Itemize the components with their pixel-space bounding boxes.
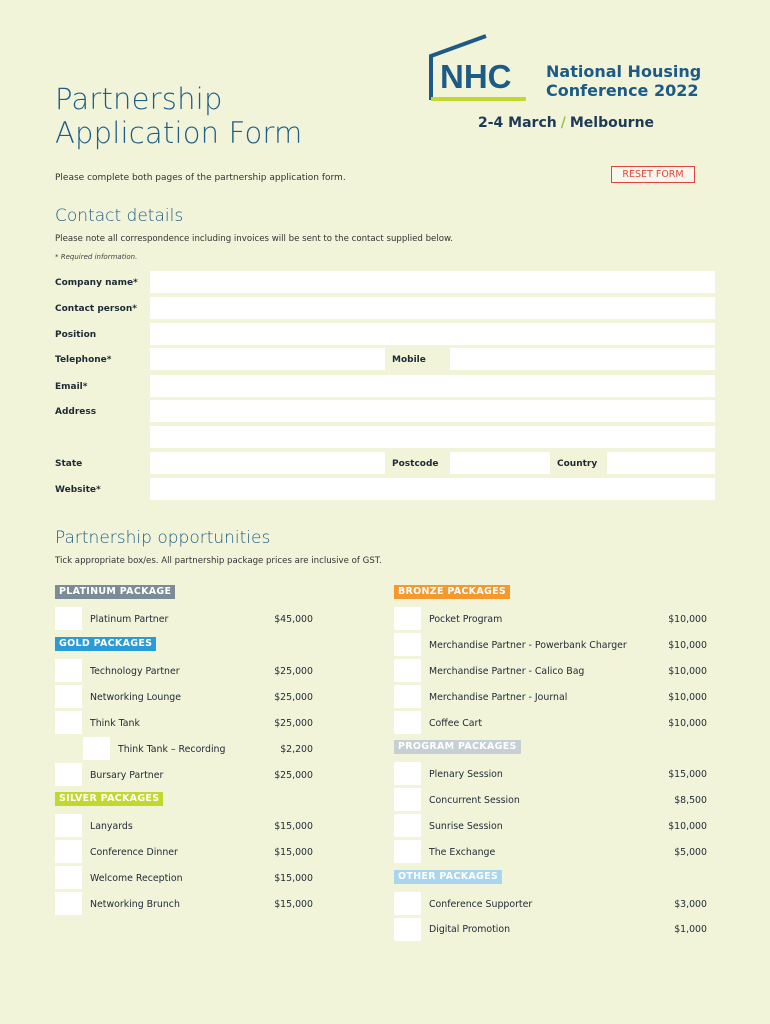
digital-promotion-label: Digital Promotion [429,924,511,935]
conference-dinner-label: Conference Dinner [90,847,178,858]
sunrise-session-checkbox[interactable] [394,814,421,837]
conference-supporter-checkbox[interactable] [394,892,421,915]
company-name-input[interactable] [150,271,715,293]
networking-brunch-checkbox[interactable] [55,892,82,915]
think-tank-recording-checkbox[interactable] [83,737,110,760]
postcode-label: Postcode [392,459,439,469]
bronze-packages-header: BRONZE PACKAGES [394,585,510,599]
email-label: Email* [55,382,88,392]
calico-bag-price: $10,000 [668,666,707,677]
company-label: Company name* [55,278,138,288]
the-exchange-label: The Exchange [429,847,496,858]
platinum-partner-price: $45,000 [274,614,313,625]
plenary-session-checkbox[interactable] [394,762,421,785]
logo-name [546,62,701,100]
email-input[interactable] [150,375,715,397]
powerbank-charger-checkbox[interactable] [394,633,421,656]
other-packages-header: OTHER PACKAGES [394,870,502,884]
state-label: State [55,459,83,469]
position-input[interactable] [150,323,715,345]
plenary-session-label: Plenary Session [429,769,503,780]
logo-underline [431,97,526,101]
telephone-input[interactable] [150,348,385,370]
journal-checkbox[interactable] [394,685,421,708]
page-title [55,82,303,150]
event-city: Melbourne [569,115,655,131]
calico-bag-label: Merchandise Partner - Calico Bag [429,666,585,677]
concurrent-session-price: $8,500 [674,795,707,806]
gold-packages-header: GOLD PACKAGES [55,637,156,651]
reset-form-button[interactable]: RESET FORM [611,166,695,183]
networking-brunch-label: Networking Brunch [90,899,180,910]
country-input[interactable] [607,452,715,474]
lanyards-price: $15,000 [274,821,313,832]
lanyards-checkbox[interactable] [55,814,82,837]
pocket-program-checkbox[interactable] [394,607,421,630]
program-packages-header: PROGRAM PACKAGES [394,740,521,754]
postcode-input[interactable] [450,452,550,474]
position-label: Position [55,330,97,340]
mobile-input[interactable] [450,348,715,370]
opportunities-note: Tick appropriate box/es. All partnership package prices are inclusive of GST. [55,556,382,566]
sunrise-session-label: Sunrise Session [429,821,503,832]
logo-name-line-1: National Housing [546,62,702,81]
silver-packages-header: SILVER PACKAGES [55,792,163,806]
technology-partner-price: $25,000 [274,666,313,677]
journal-label: Merchandise Partner - Journal [429,692,568,703]
think-tank-price: $25,000 [274,718,313,729]
the-exchange-checkbox[interactable] [394,840,421,863]
technology-partner-checkbox[interactable] [55,659,82,682]
coffee-cart-checkbox[interactable] [394,711,421,734]
title-line-2: Application Form [55,116,303,150]
bursary-partner-price: $25,000 [274,770,313,781]
think-tank-recording-label: Think Tank – Recording [118,744,226,755]
address-line-2-input[interactable] [150,426,715,448]
bursary-partner-checkbox[interactable] [55,763,82,786]
event-date: 2-4 March [478,115,557,131]
intro-text: Please complete both pages of the partnership application form. [55,173,346,183]
mobile-label: Mobile [392,355,426,365]
platinum-partner-label: Platinum Partner [90,614,169,625]
conference-supporter-label: Conference Supporter [429,899,533,910]
powerbank-charger-label: Merchandise Partner - Powerbank Charger [429,640,627,651]
pocket-program-price: $10,000 [668,614,707,625]
platinum-package-header: PLATINUM PACKAGE [55,585,175,599]
think-tank-checkbox[interactable] [55,711,82,734]
plenary-session-price: $15,000 [668,769,707,780]
coffee-cart-label: Coffee Cart [429,718,483,729]
think-tank-recording-price: $2,200 [280,744,313,755]
powerbank-charger-price: $10,000 [668,640,707,651]
opportunities-heading: Partnership opportunities [55,528,271,548]
think-tank-label: Think Tank [90,718,140,729]
required-note: * Required information. [55,253,138,261]
bursary-partner-label: Bursary Partner [90,770,164,781]
telephone-label: Telephone* [55,355,112,365]
website-label: Website* [55,485,101,495]
concurrent-session-label: Concurrent Session [429,795,520,806]
digital-promotion-price: $1,000 [674,924,707,935]
networking-lounge-price: $25,000 [274,692,313,703]
concurrent-session-checkbox[interactable] [394,788,421,811]
journal-price: $10,000 [668,692,707,703]
website-input[interactable] [150,478,715,500]
welcome-reception-price: $15,000 [274,873,313,884]
logo-name-line-2: Conference 2022 [546,81,699,100]
networking-lounge-label: Networking Lounge [90,692,182,703]
sunrise-session-price: $10,000 [668,821,707,832]
contact-note: Please note all correspondence including invoices will be sent to the contact supplied below. [55,234,453,244]
event-date-location [478,115,654,131]
welcome-reception-checkbox[interactable] [55,866,82,889]
conference-dinner-price: $15,000 [274,847,313,858]
address-label: Address [55,407,97,417]
conference-supporter-price: $3,000 [674,899,707,910]
calico-bag-checkbox[interactable] [394,659,421,682]
logo-abbrev: NHC [440,58,512,95]
contact-heading: Contact details [55,206,184,226]
state-input[interactable] [150,452,385,474]
networking-brunch-price: $15,000 [274,899,313,910]
contact-person-input[interactable] [150,297,715,319]
technology-partner-label: Technology Partner [90,666,180,677]
date-separator: / [560,115,566,131]
country-label: Country [557,459,598,469]
lanyards-label: Lanyards [90,821,133,832]
welcome-reception-label: Welcome Reception [90,873,183,884]
the-exchange-price: $5,000 [674,847,707,858]
conference-dinner-checkbox[interactable] [55,840,82,863]
platinum-partner-checkbox[interactable] [55,607,82,630]
networking-lounge-checkbox[interactable] [55,685,82,708]
pocket-program-label: Pocket Program [429,614,503,625]
address-line-1-input[interactable] [150,400,715,422]
title-line-1: Partnership [55,82,223,116]
digital-promotion-checkbox[interactable] [394,918,421,941]
contact-person-label: Contact person* [55,304,137,314]
coffee-cart-price: $10,000 [668,718,707,729]
